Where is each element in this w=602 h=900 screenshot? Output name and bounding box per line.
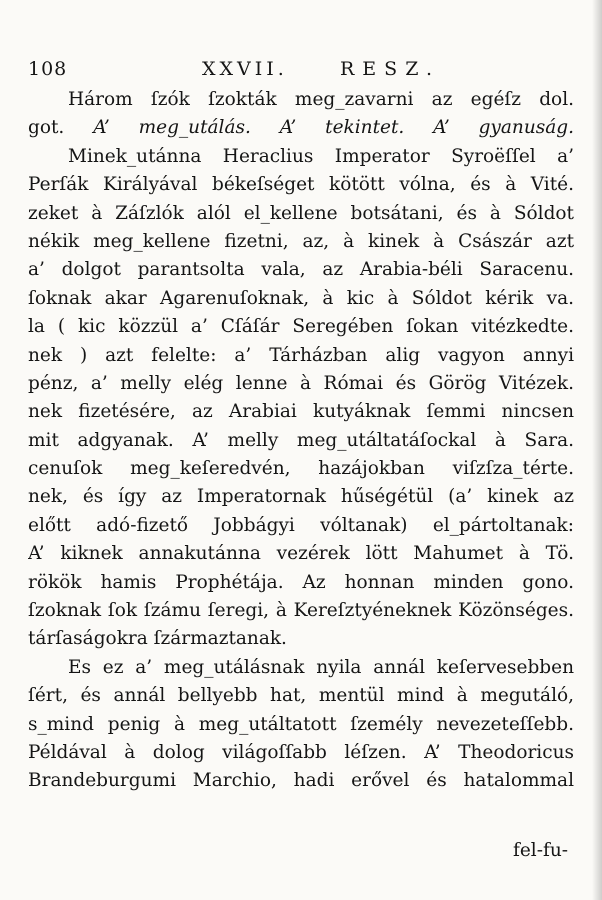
text-line: zeket à Záſzlók alól el_kellene botsátani, és à Sóldot <box>28 202 574 224</box>
text-line: ſoknak akar Agarenuſoknak, à kic à Sóldot kérik va. <box>28 287 574 309</box>
text-line: nek, és így az Imperatornak hűségétül (a’ kinek az <box>28 486 574 508</box>
text-line: pénz, a’ melly elég lenne à Római és Görög Vitézek. <box>28 372 574 394</box>
body-text <box>28 86 574 796</box>
page-number: 108 <box>28 58 68 80</box>
text-line: Minek_utánna Heraclius Imperator Syroëſſel a’ <box>68 145 574 167</box>
text-line: előtt adó-fizető Jobbágyi vóltanak) el_pártoltanak: <box>28 514 574 536</box>
chapter-title: RESZ. <box>340 58 441 80</box>
page-edge-shadow <box>592 0 602 900</box>
text-line: A’ kiknek annakutánna vezérek lött Mahumet à Tö. <box>28 543 574 565</box>
text-line: ſért, és annál bellyebb hat, mentül mind à megutáló, <box>28 685 574 707</box>
text-line: ſzoknak ſok ſzámu ſeregi, à Kereſztyéneknek Közönséges. <box>28 600 574 622</box>
running-header <box>28 58 573 82</box>
text-line: nékik meg_kellene fizetni, az, à kinek à Császár azt <box>28 230 574 252</box>
text-line: Brandeburgumi Marchio, hadi erővel és hatalommal <box>28 770 574 792</box>
text-line: Es ez a’ meg_utálásnak nyila annál keſervesebben <box>68 656 574 678</box>
text-line: mit adgyanak. A’ melly meg_utáltatáſockal à Sara. <box>28 429 574 451</box>
text-line: Három ſzók ſzokták meg_zavarni az egéſz dol. <box>68 89 574 110</box>
text-line: tárſaságokra ſzármaztanak. <box>28 628 287 650</box>
text-line: rökök hamis Prophétája. Az honnan minden gono. <box>28 571 574 593</box>
text-line: Perſák Királyával békeſséget kötött vólna, és à Vité. <box>28 174 574 196</box>
text-line: got. A’ meg_utálás. A’ tekintet. A’ gyanuság. <box>28 117 574 139</box>
text-line: nek ) azt felelte: a’ Tárházban alig vagyon annyi <box>28 344 574 366</box>
text-line: la ( kic közzül a’ Cſáſár Seregében ſokan vitézkedte. <box>28 316 574 338</box>
text-line: nek fizetésére, az Arabiai kutyáknak ſemmi nincsen <box>28 401 574 423</box>
text-line: a’ dolgot parantsolta vala, az Arabia-béli Saracenu. <box>28 259 574 281</box>
text-line: cenuſok meg_keſeredvén, hazájokban viſzſza_térte. <box>28 458 574 480</box>
catchword: fel-fu- <box>513 840 568 861</box>
text-line: Példával à dolog világoſſabb léſzen. A’ Theodoricus <box>28 741 574 763</box>
chapter-number: XXVII. <box>202 58 288 80</box>
text-line: s_mind penig à meg_utáltatott ſzemély nevezeteſſebb. <box>28 713 574 735</box>
